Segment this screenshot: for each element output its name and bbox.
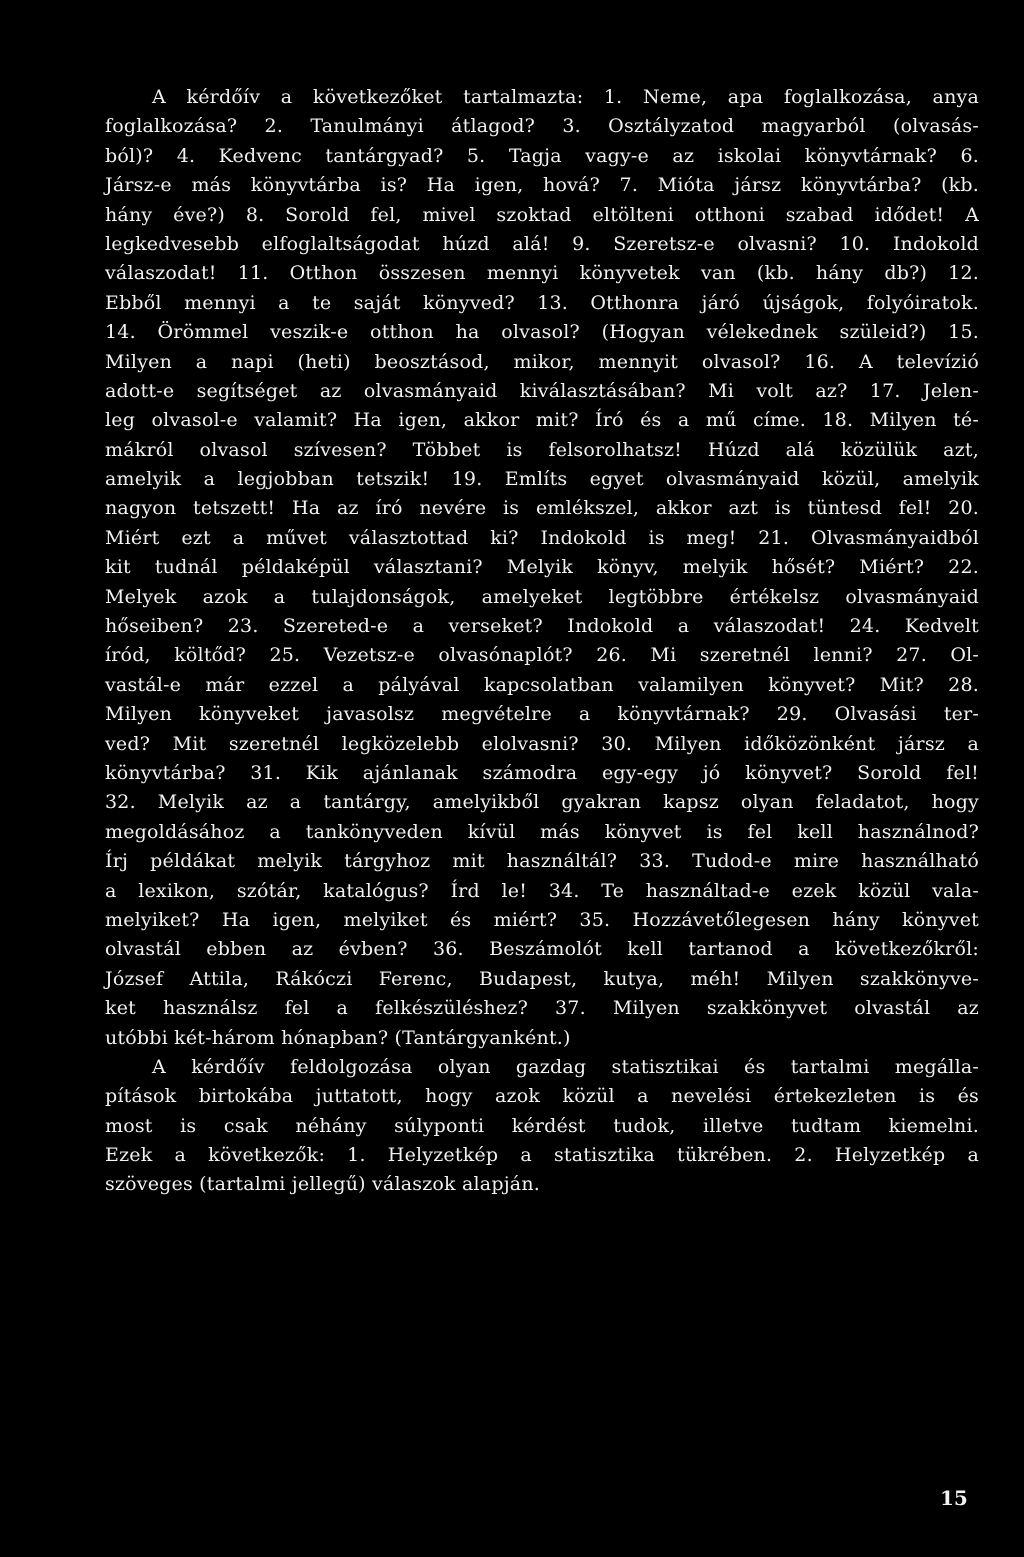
text-line: Ezek a következők: 1. Helyzetkép a statisztika tükrében. 2. Helyzetkép a — [105, 1144, 979, 1167]
text-line: A kérdőív feldolgozása olyan gazdag statisztikai és tartalmi megálla- — [152, 1055, 979, 1078]
text-line: olvastál ebben az évben? 36. Beszámolót kell tartanod a következőkről: — [105, 938, 979, 961]
text-line: Jársz-e más könyvtárba is? Ha igen, hová? 7. Mióta jársz könyvtárba? (kb. — [105, 174, 979, 197]
text-line: Miért ezt a művet választottad ki? Indokold is meg! 21. Olvasmányaidból — [105, 526, 979, 549]
text-line: Milyen könyveket javasolsz megvételre a könyvtárnak? 29. Olvasási ter- — [105, 703, 979, 726]
text-line: Melyek azok a tulajdonságok, amelyeket legtöbbre értékelsz olvasmányaid — [105, 585, 979, 608]
text-line: kit tudnál példaképül választani? Melyik könyv, melyik hősét? Miért? 22. — [105, 556, 979, 579]
body-text — [105, 83, 979, 1200]
text-line: legkedvesebb elfoglaltságodat húzd alá! 9. Szeretsz-e olvasni? 10. Indokold — [105, 232, 979, 255]
text-line: utóbbi két-három hónapban? (Tantárgyanként.) — [105, 1026, 571, 1049]
text-line: Írj példákat melyik tárgyhoz mit használtál? 33. Tudod-e mire használható — [105, 850, 979, 873]
text-line: foglalkozása? 2. Tanulmányi átlagod? 3. Osztályzatod magyarból (olvasás- — [105, 115, 979, 138]
text-line: melyiket? Ha igen, melyiket és miért? 35. Hozzávetőlegesen hány könyvet — [105, 908, 979, 931]
text-line: a lexikon, szótár, katalógus? Írd le! 34. Te használtad-e ezek közül vala- — [105, 879, 979, 902]
text-line: megoldásához a tankönyveden kívül más könyvet is fel kell használnod? — [105, 820, 979, 843]
text-line: hőseiben? 23. Szereted-e a verseket? Indokold a válaszodat! 24. Kedvelt — [105, 615, 979, 638]
text-line: mákról olvasol szívesen? Többet is felsorolhatsz! Húzd alá közülük azt, — [105, 438, 979, 461]
text-line: 32. Melyik az a tantárgy, amelyikből gyakran kapsz olyan feladatot, hogy — [105, 791, 979, 814]
text-line: íród, költőd? 25. Vezetsz-e olvasónaplót? 26. Mi szeretnél lenni? 27. Ol- — [105, 644, 979, 667]
text-line: leg olvasol-e valamit? Ha igen, akkor mit? Író és a mű címe. 18. Milyen té- — [105, 409, 979, 432]
text-line: szöveges (tartalmi jellegű) válaszok alapján. — [105, 1173, 540, 1196]
text-line: válaszodat! 11. Otthon összesen mennyi könyvetek van (kb. hány db?) 12. — [105, 262, 979, 285]
text-line: 14. Örömmel veszik-e otthon ha olvasol? (Hogyan vélekednek szüleid?) 15. — [105, 321, 979, 344]
page-number: 15 — [940, 1486, 968, 1510]
text-line: nagyon tetszett! Ha az író nevére is emlékszel, akkor azt is tüntesd fel! 20. — [105, 497, 979, 520]
text-line: hány éve?) 8. Sorold fel, mivel szoktad eltölteni otthoni szabad idődet! A — [105, 203, 979, 226]
text-line: ból)? 4. Kedvenc tantárgyad? 5. Tagja vagy-e az iskolai könyvtárnak? 6. — [105, 144, 979, 167]
text-line: pítások birtokába juttatott, hogy azok közül a nevelési értekezleten is és — [105, 1085, 979, 1108]
text-line: A kérdőív a következőket tartalmazta: 1. Neme, apa foglalkozása, anya — [152, 86, 979, 108]
text-line: amelyik a legjobban tetszik! 19. Említs egyet olvasmányaid közül, amelyik — [105, 468, 979, 491]
text-line: adott-e segítséget az olvasmányaid kiválasztásában? Mi volt az? 17. Jelen- — [105, 379, 979, 402]
text-line: ket használsz fel a felkészüléshez? 37. Milyen szakkönyvet olvastál az — [105, 997, 979, 1020]
text-line: Milyen a napi (heti) beosztásod, mikor, mennyit olvasol? 16. A televízió — [105, 350, 979, 373]
text-line: könyvtárba? 31. Kik ajánlanak számodra egy-egy jó könyvet? Sorold fel! — [105, 761, 979, 784]
text-line: vastál-e már ezzel a pályával kapcsolatban valamilyen könyvet? Mit? 28. — [105, 673, 979, 696]
text-line: most is csak néhány súlyponti kérdést tudok, illetve tudtam kiemelni. — [105, 1114, 979, 1137]
text-line: ved? Mit szeretnél legközelebb elolvasni? 30. Milyen időközönként jársz a — [105, 732, 979, 755]
text-line: Ebből mennyi a te saját könyved? 13. Otthonra járó újságok, folyóiratok. — [105, 291, 979, 314]
text-line: József Attila, Rákóczi Ferenc, Budapest, kutya, méh! Milyen szakkönyve- — [105, 967, 979, 990]
